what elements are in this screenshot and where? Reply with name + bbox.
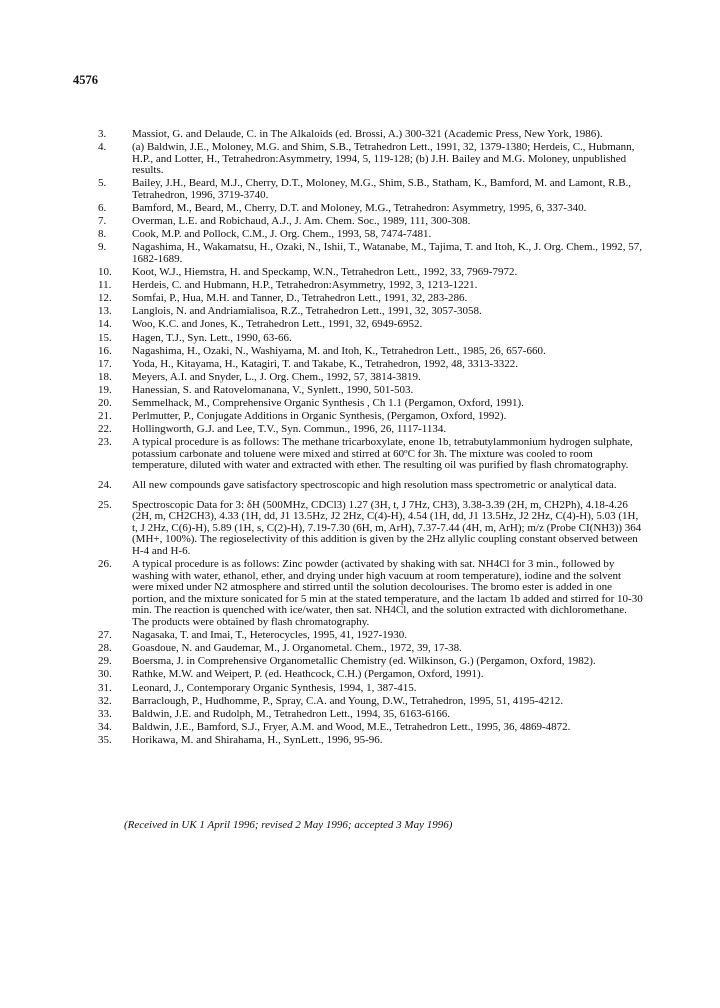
reference-item	[88, 333, 644, 345]
reference-item	[88, 480, 644, 492]
reference-text: Leonard, J., Contemporary Organic Synthesis, 1994, 1, 387-415.	[132, 681, 417, 694]
reference-number: 27.	[98, 629, 112, 642]
reference-number: 31.	[98, 681, 112, 694]
reference-number: 23.	[98, 436, 112, 449]
reference-text: Barraclough, P., Hudhomme, P., Spray, C.A. and Young, D.W., Tetrahedron, 1995, 51, 4195-4212.	[132, 694, 564, 707]
reference-text: A typical procedure is as follows: The methane tricarboxylate, enone 1b, tetrabutylammonium hydrogen sulphate, potassium carbonate and toluene were mixed and stirred at 60ºC for 3h. The mixture was cooled to room temperature, diluted with water and extracted with ether. The resulting oil was purified by flash chromatography.	[132, 436, 633, 472]
reference-item	[88, 293, 644, 305]
reference-text: Nagashima, H., Wakamatsu, H., Ozaki, N., Ishii, T., Watanabe, M., Tajima, T. and Itoh, K., J. Org. Chem., 1992, 57, 1682-1689.	[132, 241, 643, 265]
reference-item	[88, 178, 644, 201]
reference-number: 19.	[98, 383, 112, 396]
reference-item	[88, 229, 644, 241]
reference-number: 14.	[98, 318, 112, 331]
reference-number: 28.	[98, 642, 112, 655]
reference-item	[88, 630, 644, 642]
reference-number: 3.	[98, 128, 107, 140]
reference-item	[88, 709, 644, 721]
reference-item	[88, 216, 644, 228]
reference-list	[88, 129, 644, 748]
reference-text: Spectroscopic Data for 3: δH (500MHz, CDCl3) 1.27 (3H, t, J 7Hz, CH3), 3.38-3.39 (2H, m, CH2Ph), 4.18-4.26 (2H, m, CH2CH3), 4.33 (1H, dd, J1 13.5Hz, J2 2Hz, C(4)-H), 4.54 (1H, dd, J1 13.5Hz, J2 2Hz, C(4)-H), 5.03 (1H, t, J 2Hz, C(6)-H), 5.89 (1H, s, C(2)-H), 7.19-7.30 (6H, m, ArH), 7.37-7.44 (4H, m, ArH); m/z (Probe CI(NH3)) 364 (MH+, 100%). The regioselectivity of this addition is given by the 2Hz allylic coupling constant observed between H-4 and H-6.	[132, 498, 642, 557]
reference-item	[88, 319, 644, 331]
reference-number: 15.	[98, 331, 112, 344]
reference-item	[88, 500, 644, 558]
reference-number: 25.	[98, 498, 112, 511]
reference-text: Nagashima, H., Ozaki, N., Washiyama, M. and Itoh, K., Tetrahedron Lett., 1985, 26, 657-660.	[132, 344, 546, 357]
reference-number: 13.	[98, 305, 112, 318]
reference-number: 16.	[98, 344, 112, 357]
reference-item	[88, 656, 644, 668]
reference-text: (a) Baldwin, J.E., Moloney, M.G. and Shim, S.B., Tetrahedron Lett., 1991, 32, 1379-1380; Herdeis, C., Hubmann, H.P., and Lotter, H., Tetrahedron:Asymmetry, 1994, 5, 119-128; (b) J.H. Bailey and M.G. Moloney, unpublished results.	[132, 141, 635, 177]
reference-text: All new compounds gave satisfactory spectroscopic and high resolution mass spectrometric or analytical data.	[132, 479, 617, 492]
reference-number: 35.	[98, 733, 112, 746]
reference-item	[88, 437, 644, 472]
reference-text: Bailey, J.H., Beard, M.J., Cherry, D.T., Moloney, M.G., Shim, S.B., Statham, K., Bamford, M. and Lamont, R.B., Tetrahedron, 1996, 3719-3740.	[132, 177, 632, 201]
reference-text: Overman, L.E. and Robichaud, A.J., J. Am. Chem. Soc., 1989, 111, 300-308.	[132, 215, 471, 228]
reference-item	[88, 359, 644, 371]
reference-text: Herdeis, C. and Hubmann, H.P., Tetrahedron:Asymmetry, 1992, 3, 1213-1221.	[132, 279, 478, 292]
reference-text: Massiot, G. and Delaude, C. in The Alkaloids (ed. Brossi, A.) 300-321 (Academic Press, New York, 1986).	[132, 128, 603, 140]
reference-number: 10.	[98, 266, 112, 279]
reference-item	[88, 559, 644, 629]
reference-text: Perlmutter, P., Conjugate Additions in Organic Synthesis, (Pergamon, Oxford, 1992).	[132, 410, 507, 423]
reference-number: 11.	[98, 279, 112, 292]
reference-number: 8.	[98, 228, 107, 241]
reference-text: Langlois, N. and Andriamialisoa, R.Z., Tetrahedron Lett., 1991, 32, 3057-3058.	[132, 305, 482, 318]
reference-item	[88, 722, 644, 734]
reference-number: 9.	[98, 241, 107, 254]
reference-item	[88, 669, 644, 681]
reference-number: 18.	[98, 370, 112, 383]
reference-item	[88, 242, 644, 265]
reference-number: 7.	[98, 215, 107, 228]
reference-item	[88, 267, 644, 279]
reference-number: 26.	[98, 558, 112, 571]
page-number: 4576	[73, 73, 98, 87]
reference-item	[88, 203, 644, 215]
reference-item	[88, 385, 644, 397]
reference-item	[88, 280, 644, 292]
reference-text: Rathke, M.W. and Weipert, P. (ed. Heathcock, C.H.) (Pergamon, Oxford, 1991).	[132, 668, 484, 681]
reference-item	[88, 696, 644, 708]
reference-item	[88, 643, 644, 655]
reference-item	[88, 411, 644, 423]
reference-text: Semmelhack, M., Comprehensive Organic Synthesis , Ch 1.1 (Pergamon, Oxford, 1991).	[132, 396, 524, 409]
reference-text: Hanessian, S. and Ratovelomanana, V., Synlett., 1990, 501-503.	[132, 383, 414, 396]
reference-item	[88, 735, 644, 747]
reference-text: Koot, W.J., Hiemstra, H. and Speckamp, W.N., Tetrahedron Lett., 1992, 33, 7969-7972.	[132, 266, 518, 279]
reference-number: 21.	[98, 410, 112, 423]
reference-text: Boersma, J. in Comprehensive Organometallic Chemistry (ed. Wilkinson, G.) (Pergamon, Oxford, 1982).	[132, 655, 596, 668]
reference-text: A typical procedure is as follows: Zinc powder (activated by shaking with sat. NH4Cl for 3 min., followed by washing with water, ethanol, ether, and drying under high vacuum at room temperature), iodine and the solvent were mixed under N2 atmosphere and stirred until the solution decolourises. The bromo ester is added in one portion, and the mixture sonicated for 5 min at the stated temperature, and the lactam 1b added and stirred for 10-30 min. The reaction is quenched with ice/water, then sat. NH4Cl, and the solution extracted with dichloromethane. The products were obtained by flash chromatography.	[132, 558, 643, 629]
reference-text: Hollingworth, G.J. and Lee, T.V., Syn. Commun., 1996, 26, 1117-1134.	[132, 423, 447, 436]
reference-number: 29.	[98, 655, 112, 668]
reference-text: Somfai, P., Hua, M.H. and Tanner, D., Tetrahedron Lett., 1991, 32, 283-286.	[132, 292, 468, 305]
reference-text: Meyers, A.I. and Snyder, L., J. Org. Chem., 1992, 57, 3814-3819.	[132, 370, 421, 383]
reference-text: Nagasaka, T. and Imai, T., Heterocycles, 1995, 41, 1927-1930.	[132, 629, 408, 642]
reference-item	[88, 142, 644, 177]
received-dates-footer: (Received in UK 1 April 1996; revised 2 May 1996; accepted 3 May 1996)	[124, 819, 453, 831]
reference-number: 20.	[98, 396, 112, 409]
reference-text: Woo, K.C. and Jones, K., Tetrahedron Lett., 1991, 32, 6949-6952.	[132, 318, 423, 331]
reference-text: Baldwin, J.E. and Rudolph, M., Tetrahedron Lett., 1994, 35, 6163-6166.	[132, 707, 450, 720]
reference-number: 4.	[98, 141, 107, 154]
reference-number: 32.	[98, 694, 112, 707]
reference-item	[88, 306, 644, 318]
reference-number: 22.	[98, 423, 112, 436]
reference-number: 24.	[98, 479, 112, 492]
reference-number: 6.	[98, 202, 107, 215]
reference-text: Baldwin, J.E., Bamford, S.J., Fryer, A.M. and Wood, M.E., Tetrahedron Lett., 1995, 36, 4869-4872.	[132, 720, 571, 733]
reference-number: 17.	[98, 357, 112, 370]
reference-item	[88, 424, 644, 436]
reference-item	[88, 346, 644, 358]
reference-text: Yoda, H., Kitayama, H., Katagiri, T. and Takabe, K., Tetrahedron, 1992, 48, 3313-3322.	[132, 357, 519, 370]
reference-text: Goasdoue, N. and Gaudemar, M., J. Organometal. Chem., 1972, 39, 17-38.	[132, 642, 462, 655]
reference-number: 12.	[98, 292, 112, 305]
reference-number: 30.	[98, 668, 112, 681]
reference-item	[88, 683, 644, 695]
reference-item	[88, 129, 644, 141]
reference-number: 5.	[98, 177, 107, 190]
reference-number: 34.	[98, 720, 112, 733]
reference-number: 33.	[98, 707, 112, 720]
reference-item	[88, 372, 644, 384]
reference-text: Horikawa, M. and Shirahama, H., SynLett., 1996, 95-96.	[132, 733, 383, 746]
reference-item	[88, 398, 644, 410]
reference-text: Bamford, M., Beard, M., Cherry, D.T. and Moloney, M.G., Tetrahedron: Asymmetry, 1995, 6, 337-340.	[132, 202, 587, 215]
reference-text: Cook, M.P. and Pollock, C.M., J. Org. Chem., 1993, 58, 7474-7481.	[132, 228, 432, 241]
reference-text: Hagen, T.J., Syn. Lett., 1990, 63-66.	[132, 331, 292, 344]
